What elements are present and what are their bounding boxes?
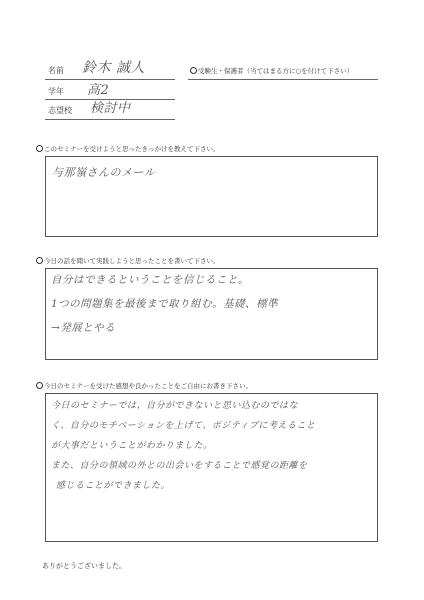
school-label: 志望校	[48, 106, 72, 115]
q2-answer-line: 自分はできるということを信じること。	[51, 274, 249, 286]
q2-prompt	[36, 256, 220, 265]
grade-value: 高2	[87, 83, 110, 98]
q2-answer-line: →発展とやる	[51, 322, 116, 334]
school-value: 検討中	[90, 101, 131, 116]
q2-answer-line: 1つの問題集を最後まで取り組む。基礎、標準	[51, 298, 279, 310]
q1-answer: 与那嶺さんのメール	[52, 166, 156, 179]
q3-answer-box[interactable]	[45, 393, 378, 542]
name-label: 名前	[48, 66, 64, 75]
name-underline	[45, 79, 175, 80]
q3-answer-line: 今日のセミナーでは、自分ができないと思い込むのではな	[51, 401, 299, 411]
q2-bullet-icon	[36, 257, 43, 264]
q3-prompt-text: 今日のセミナーを受けた感想や良かったことをご自由にお書き下さい。	[44, 382, 252, 390]
q1-prompt	[36, 144, 220, 153]
name-value: 鈴木 誠人	[82, 60, 145, 76]
q2-answer-box[interactable]	[45, 268, 378, 360]
q3-bullet-icon	[36, 382, 43, 389]
q3-prompt	[36, 381, 252, 390]
role-circle-icon	[190, 67, 197, 74]
q3-answer-line: 感じることができました。	[56, 481, 171, 491]
role-selector-text: 受験生・保護者（当てはまる方に○を付けて下さい）	[198, 67, 354, 75]
grade-label: 学年	[48, 87, 64, 96]
school-underline	[45, 119, 175, 120]
q3-answer-line: が大事だということがわかりました。	[51, 441, 213, 451]
q1-bullet-icon	[36, 145, 43, 152]
role-underline	[188, 79, 378, 80]
q2-prompt-text: 今日の話を聞いて実践しようと思ったことを書いて下さい。	[44, 257, 220, 265]
thanks-text: ありがとうございました。	[42, 562, 126, 570]
role-selector[interactable]	[190, 66, 353, 75]
q3-answer-line: く、自分のモチベーションを上げて、ポジティブに考えること	[51, 421, 316, 431]
q1-prompt-text: このセミナーを受けようと思ったきっかけを教えて下さい。	[44, 145, 220, 153]
q3-answer-line: また、自分の領域の外との出会いをすることで感覚の距離を	[51, 461, 308, 471]
q1-answer-box[interactable]	[45, 156, 378, 237]
